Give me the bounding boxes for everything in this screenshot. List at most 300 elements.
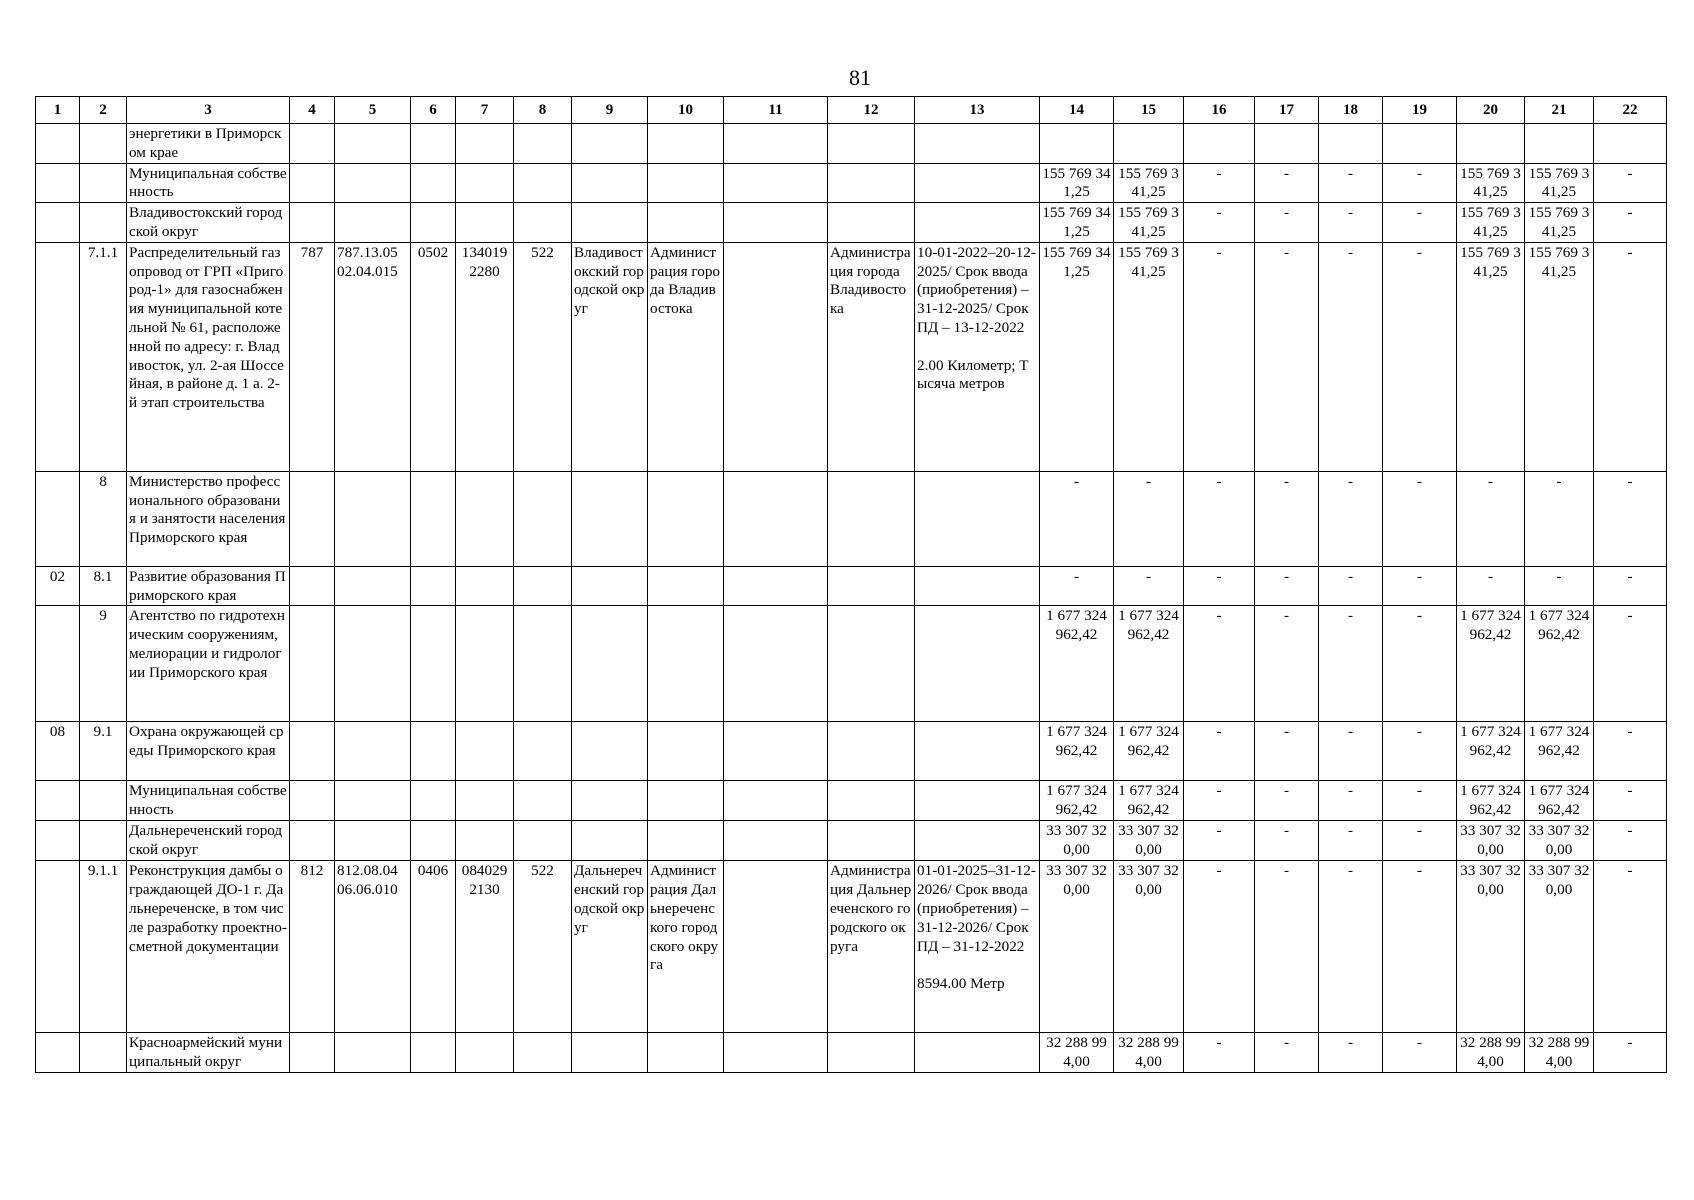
page-number: 81	[849, 65, 871, 90]
table-cell-col-9	[572, 203, 648, 243]
table-cell-col-9: Дальнереченский городской округ	[572, 861, 648, 1033]
table-cell-col-16: -	[1184, 566, 1255, 606]
table-cell-col-15: 32 288 994,00	[1114, 1033, 1184, 1073]
table-cell-col-7: 084029 2130	[456, 861, 514, 1033]
table-cell-col-14: -	[1040, 471, 1114, 566]
column-header: 1	[36, 97, 80, 124]
table-cell-col-2: 9.1.1	[80, 861, 127, 1033]
table-cell-col-19	[1383, 124, 1457, 164]
table-cell-col-11	[724, 1033, 828, 1073]
table-cell-col-21: 155 769 341,25	[1525, 163, 1594, 203]
table-cell-col-3: Муниципальная собственность	[127, 781, 290, 821]
table-cell-col-16: -	[1184, 606, 1255, 722]
table-cell-col-10	[648, 1033, 724, 1073]
table-cell-col-8	[514, 821, 572, 861]
column-header: 11	[724, 97, 828, 124]
table-cell-col-2: 8	[80, 471, 127, 566]
table-cell-col-18: -	[1319, 1033, 1383, 1073]
table-cell-col-3: Реконструкция дамбы ограждающей ДО-1 г. Дальнереченске, в том числе разработку проектно-сметной документации	[127, 861, 290, 1033]
table-cell-col-14: 1 677 324 962,42	[1040, 781, 1114, 821]
table-cell-col-17: -	[1255, 606, 1319, 722]
table-cell-col-22: -	[1594, 781, 1667, 821]
table-cell-col-18: -	[1319, 861, 1383, 1033]
table-row	[36, 722, 1667, 781]
table-cell-col-3: энергетики в Приморском крае	[127, 124, 290, 164]
table-cell-col-11	[724, 242, 828, 471]
table-cell-col-20: 155 769 341,25	[1457, 242, 1525, 471]
table-cell-col-1	[36, 861, 80, 1033]
table-cell-col-22: -	[1594, 861, 1667, 1033]
table-cell-col-4	[290, 821, 335, 861]
table-cell-col-6	[411, 203, 456, 243]
table-cell-col-14: 155 769 341,25	[1040, 163, 1114, 203]
table-cell-col-9	[572, 471, 648, 566]
table-cell-col-19: -	[1383, 1033, 1457, 1073]
table-row	[36, 471, 1667, 566]
table-cell-col-20: 33 307 320,00	[1457, 861, 1525, 1033]
table-cell-col-3: Владивостокский городской округ	[127, 203, 290, 243]
table-cell-col-5	[335, 722, 411, 781]
table-cell-col-11	[724, 722, 828, 781]
table-cell-col-11	[724, 471, 828, 566]
table-cell-col-7: 134019 2280	[456, 242, 514, 471]
table-cell-col-21: 1 677 324 962,42	[1525, 606, 1594, 722]
table-cell-col-6	[411, 781, 456, 821]
table-cell-col-17: -	[1255, 781, 1319, 821]
table-cell-col-10	[648, 566, 724, 606]
table-cell-col-16	[1184, 124, 1255, 164]
table-cell-col-17: -	[1255, 821, 1319, 861]
table-row	[36, 203, 1667, 243]
table-cell-col-18: -	[1319, 722, 1383, 781]
table-cell-col-12	[828, 1033, 915, 1073]
table-cell-col-2	[80, 203, 127, 243]
table-cell-col-8: 522	[514, 242, 572, 471]
table-cell-col-10	[648, 722, 724, 781]
table-cell-col-19: -	[1383, 163, 1457, 203]
table-cell-col-13	[915, 821, 1040, 861]
table-cell-col-19: -	[1383, 471, 1457, 566]
table-cell-col-16: -	[1184, 1033, 1255, 1073]
table-cell-col-3: Министерство профессионального образования и занятости населения Приморского края	[127, 471, 290, 566]
table-cell-col-3: Распределительный газопровод от ГРП «Пригород-1» для газоснабжения муниципальной котельной № 61, расположенной по адресу: г. Владивосток, ул. 2-ая Шоссейная, в районе д. 1 а. 2-й этап строительства	[127, 242, 290, 471]
table-cell-col-11	[724, 203, 828, 243]
table-cell-col-17: -	[1255, 566, 1319, 606]
table-cell-col-7	[456, 471, 514, 566]
table-cell-col-20: -	[1457, 471, 1525, 566]
table-cell-col-18: -	[1319, 242, 1383, 471]
column-header: 14	[1040, 97, 1114, 124]
table-cell-col-6	[411, 124, 456, 164]
table-cell-col-10	[648, 163, 724, 203]
table-cell-col-19: -	[1383, 781, 1457, 821]
table-cell-col-20: 1 677 324 962,42	[1457, 781, 1525, 821]
table-cell-col-11	[724, 861, 828, 1033]
column-header: 15	[1114, 97, 1184, 124]
column-header: 16	[1184, 97, 1255, 124]
table-cell-col-13	[915, 124, 1040, 164]
table-cell-col-4	[290, 124, 335, 164]
table-cell-col-9	[572, 606, 648, 722]
table-cell-col-20: 1 677 324 962,42	[1457, 606, 1525, 722]
table-cell-col-11	[724, 566, 828, 606]
table-cell-col-16: -	[1184, 242, 1255, 471]
table-cell-col-7	[456, 124, 514, 164]
table-cell-col-21: 33 307 320,00	[1525, 861, 1594, 1033]
table-cell-col-8	[514, 124, 572, 164]
table-cell-col-13	[915, 781, 1040, 821]
table-cell-col-12	[828, 471, 915, 566]
table-cell-col-13	[915, 566, 1040, 606]
table-cell-col-18: -	[1319, 781, 1383, 821]
table-cell-col-15: 33 307 320,00	[1114, 861, 1184, 1033]
table-cell-col-1	[36, 781, 80, 821]
table-cell-col-14: 33 307 320,00	[1040, 861, 1114, 1033]
column-header: 17	[1255, 97, 1319, 124]
table-cell-col-18: -	[1319, 606, 1383, 722]
table-cell-col-1	[36, 1033, 80, 1073]
table-cell-col-18: -	[1319, 471, 1383, 566]
table-cell-col-12	[828, 821, 915, 861]
column-header: 22	[1594, 97, 1667, 124]
column-header: 2	[80, 97, 127, 124]
table-cell-col-8	[514, 722, 572, 781]
table-cell-col-20: 1 677 324 962,42	[1457, 722, 1525, 781]
table-cell-col-8	[514, 163, 572, 203]
table-cell-col-9	[572, 1033, 648, 1073]
table-cell-col-6	[411, 471, 456, 566]
table-cell-col-18	[1319, 124, 1383, 164]
table-cell-col-15: 155 769 341,25	[1114, 242, 1184, 471]
table-row	[36, 242, 1667, 471]
table-cell-col-15: 155 769 341,25	[1114, 203, 1184, 243]
table-cell-col-13	[915, 606, 1040, 722]
table-cell-col-11	[724, 606, 828, 722]
table-cell-col-9	[572, 821, 648, 861]
table-cell-col-16: -	[1184, 781, 1255, 821]
table-cell-col-15: 1 677 324 962,42	[1114, 781, 1184, 821]
table-cell-col-16: -	[1184, 821, 1255, 861]
table-cell-col-7	[456, 781, 514, 821]
table-cell-col-10	[648, 781, 724, 821]
table-cell-col-10	[648, 606, 724, 722]
table-cell-col-17: -	[1255, 242, 1319, 471]
table-cell-col-8: 522	[514, 861, 572, 1033]
table-cell-col-18: -	[1319, 163, 1383, 203]
table-cell-col-9	[572, 163, 648, 203]
table-cell-col-7	[456, 1033, 514, 1073]
table-cell-col-17: -	[1255, 471, 1319, 566]
table-cell-col-9: Владивостокский городской округ	[572, 242, 648, 471]
table-cell-col-6	[411, 722, 456, 781]
table-cell-col-4: 812	[290, 861, 335, 1033]
table-cell-col-22: -	[1594, 566, 1667, 606]
table-cell-col-15	[1114, 124, 1184, 164]
table-cell-col-1	[36, 163, 80, 203]
table-cell-col-2	[80, 1033, 127, 1073]
table-cell-col-20: 155 769 341,25	[1457, 203, 1525, 243]
table-cell-col-6	[411, 606, 456, 722]
column-header: 6	[411, 97, 456, 124]
table-cell-col-12: Администрация города Владивостока	[828, 242, 915, 471]
table-cell-col-21: 155 769 341,25	[1525, 242, 1594, 471]
table-cell-col-1	[36, 242, 80, 471]
table-cell-col-3: Дальнереченский городской округ	[127, 821, 290, 861]
table-cell-col-15: 155 769 341,25	[1114, 163, 1184, 203]
table-cell-col-10	[648, 203, 724, 243]
table-cell-col-7	[456, 203, 514, 243]
table-cell-col-8	[514, 566, 572, 606]
table-cell-col-19: -	[1383, 722, 1457, 781]
table-cell-col-8	[514, 781, 572, 821]
table-cell-col-9	[572, 781, 648, 821]
table-cell-col-17: -	[1255, 203, 1319, 243]
column-header: 4	[290, 97, 335, 124]
table-cell-col-9	[572, 566, 648, 606]
column-header: 19	[1383, 97, 1457, 124]
table-cell-col-22: -	[1594, 821, 1667, 861]
table-cell-col-21: 1 677 324 962,42	[1525, 781, 1594, 821]
table-cell-col-4	[290, 163, 335, 203]
table-cell-col-6: 0406	[411, 861, 456, 1033]
table-cell-col-4	[290, 1033, 335, 1073]
table-cell-col-2: 9.1	[80, 722, 127, 781]
table-cell-col-14: 1 677 324 962,42	[1040, 606, 1114, 722]
table-cell-col-12	[828, 124, 915, 164]
table-cell-col-13	[915, 203, 1040, 243]
table-cell-col-4	[290, 471, 335, 566]
table-cell-col-6	[411, 163, 456, 203]
table-cell-col-11	[724, 124, 828, 164]
table-cell-col-10	[648, 124, 724, 164]
table-row	[36, 606, 1667, 722]
table-row	[36, 861, 1667, 1033]
table-cell-col-12: Администрация Дальнереченского городского округа	[828, 861, 915, 1033]
table-cell-col-5	[335, 203, 411, 243]
table-cell-col-5: 812.08.04 06.06.010	[335, 861, 411, 1033]
table-cell-col-13	[915, 163, 1040, 203]
table-cell-col-2: 7.1.1	[80, 242, 127, 471]
table-cell-col-21	[1525, 124, 1594, 164]
column-header: 9	[572, 97, 648, 124]
budget-table	[35, 96, 1667, 1073]
table-cell-col-14	[1040, 124, 1114, 164]
table-cell-col-7	[456, 566, 514, 606]
table-cell-col-13	[915, 471, 1040, 566]
table-cell-col-7	[456, 722, 514, 781]
table-cell-col-10: Администрация города Владивостока	[648, 242, 724, 471]
table-cell-col-4: 787	[290, 242, 335, 471]
table-cell-col-1	[36, 203, 80, 243]
table-cell-col-13	[915, 1033, 1040, 1073]
table-cell-col-19: -	[1383, 821, 1457, 861]
table-cell-col-15: 1 677 324 962,42	[1114, 722, 1184, 781]
table-cell-col-4	[290, 781, 335, 821]
table-cell-col-15: 33 307 320,00	[1114, 821, 1184, 861]
column-header: 20	[1457, 97, 1525, 124]
table-cell-col-22: -	[1594, 242, 1667, 471]
table-cell-col-13	[915, 722, 1040, 781]
table-cell-col-20: -	[1457, 566, 1525, 606]
table-cell-col-22	[1594, 124, 1667, 164]
table-cell-col-3: Агентство по гидротехническим сооружениям, мелиорации и гидрологии Приморского края	[127, 606, 290, 722]
table-cell-col-2: 9	[80, 606, 127, 722]
table-row	[36, 1033, 1667, 1073]
table-cell-col-22: -	[1594, 1033, 1667, 1073]
table-cell-col-16: -	[1184, 722, 1255, 781]
table-row	[36, 821, 1667, 861]
table-cell-col-18: -	[1319, 821, 1383, 861]
table-cell-col-5	[335, 566, 411, 606]
table-cell-col-20: 32 288 994,00	[1457, 1033, 1525, 1073]
table-cell-col-19: -	[1383, 606, 1457, 722]
table-cell-col-5	[335, 124, 411, 164]
table-cell-col-9	[572, 124, 648, 164]
table-cell-col-1: 02	[36, 566, 80, 606]
table-cell-col-8	[514, 471, 572, 566]
table-cell-col-21: 32 288 994,00	[1525, 1033, 1594, 1073]
column-header: 18	[1319, 97, 1383, 124]
table-cell-col-14: -	[1040, 566, 1114, 606]
table-cell-col-14: 1 677 324 962,42	[1040, 722, 1114, 781]
table-cell-col-5	[335, 1033, 411, 1073]
table-cell-col-6	[411, 566, 456, 606]
column-header: 13	[915, 97, 1040, 124]
table-cell-col-21: 155 769 341,25	[1525, 203, 1594, 243]
column-header: 12	[828, 97, 915, 124]
table-cell-col-10	[648, 471, 724, 566]
table-cell-col-17: -	[1255, 1033, 1319, 1073]
table-cell-col-4	[290, 606, 335, 722]
table-cell-col-5: 787.13.05 02.04.015	[335, 242, 411, 471]
table-cell-col-17	[1255, 124, 1319, 164]
column-header: 21	[1525, 97, 1594, 124]
table-cell-col-10	[648, 821, 724, 861]
column-header: 7	[456, 97, 514, 124]
table-cell-col-17: -	[1255, 163, 1319, 203]
table-cell-col-1: 08	[36, 722, 80, 781]
table-cell-col-5	[335, 781, 411, 821]
table-cell-col-2: 8.1	[80, 566, 127, 606]
table-cell-col-7	[456, 606, 514, 722]
table-cell-col-16: -	[1184, 163, 1255, 203]
table-cell-col-13: 01-01-2025–31-12-2026/ Срок ввода (приобретения) – 31-12-2026/ Срок ПД – 31-12-2022 8594.00 Метр	[915, 861, 1040, 1033]
table-cell-col-2	[80, 781, 127, 821]
table-row	[36, 781, 1667, 821]
table-cell-col-19: -	[1383, 242, 1457, 471]
table-cell-col-12	[828, 606, 915, 722]
table-cell-col-1	[36, 606, 80, 722]
table-cell-col-14: 33 307 320,00	[1040, 821, 1114, 861]
table-cell-col-16: -	[1184, 203, 1255, 243]
table-cell-col-15: -	[1114, 566, 1184, 606]
table-cell-col-14: 155 769 341,25	[1040, 242, 1114, 471]
table-cell-col-17: -	[1255, 722, 1319, 781]
table-cell-col-2	[80, 124, 127, 164]
table-cell-col-3: Муниципальная собственность	[127, 163, 290, 203]
table-cell-col-5	[335, 606, 411, 722]
table-row	[36, 566, 1667, 606]
table-cell-col-4	[290, 722, 335, 781]
table-cell-col-9	[572, 722, 648, 781]
table-cell-col-12	[828, 203, 915, 243]
table-cell-col-2	[80, 821, 127, 861]
table-cell-col-18: -	[1319, 203, 1383, 243]
table-cell-col-22: -	[1594, 471, 1667, 566]
table-cell-col-21: 1 677 324 962,42	[1525, 722, 1594, 781]
table-cell-col-10: Администрация Дальнереченского городского округа	[648, 861, 724, 1033]
table-cell-col-20: 155 769 341,25	[1457, 163, 1525, 203]
table-cell-col-20	[1457, 124, 1525, 164]
table-cell-col-4	[290, 566, 335, 606]
table-cell-col-22: -	[1594, 163, 1667, 203]
table-cell-col-6: 0502	[411, 242, 456, 471]
table-cell-col-1	[36, 821, 80, 861]
column-header: 8	[514, 97, 572, 124]
table-cell-col-8	[514, 606, 572, 722]
table-cell-col-14: 155 769 341,25	[1040, 203, 1114, 243]
table-cell-col-5	[335, 471, 411, 566]
table-cell-col-13: 10-01-2022–20-12-2025/ Срок ввода (приобретения) – 31-12-2025/ Срок ПД – 13-12-2022 2.00 Километр; Тысяча метров	[915, 242, 1040, 471]
table-cell-col-4	[290, 203, 335, 243]
table-cell-col-19: -	[1383, 203, 1457, 243]
table-cell-col-5	[335, 821, 411, 861]
table-cell-col-20: 33 307 320,00	[1457, 821, 1525, 861]
table-cell-col-22: -	[1594, 722, 1667, 781]
table-cell-col-8	[514, 203, 572, 243]
table-cell-col-15: -	[1114, 471, 1184, 566]
table-cell-col-21: -	[1525, 471, 1594, 566]
table-cell-col-17: -	[1255, 861, 1319, 1033]
table-cell-col-11	[724, 163, 828, 203]
header-row	[36, 97, 1667, 124]
table-cell-col-15: 1 677 324 962,42	[1114, 606, 1184, 722]
table-cell-col-12	[828, 566, 915, 606]
table-cell-col-1	[36, 471, 80, 566]
table-cell-col-3: Красноармейский муниципальный округ	[127, 1033, 290, 1073]
table-cell-col-19: -	[1383, 861, 1457, 1033]
table-cell-col-11	[724, 821, 828, 861]
table-cell-col-21: 33 307 320,00	[1525, 821, 1594, 861]
table-cell-col-22: -	[1594, 606, 1667, 722]
table-cell-col-7	[456, 821, 514, 861]
column-header: 3	[127, 97, 290, 124]
table-cell-col-1	[36, 124, 80, 164]
table-cell-col-8	[514, 1033, 572, 1073]
table-cell-col-12	[828, 781, 915, 821]
table-row	[36, 163, 1667, 203]
table-row	[36, 124, 1667, 164]
table-cell-col-6	[411, 1033, 456, 1073]
table-cell-col-3: Развитие образования Приморского края	[127, 566, 290, 606]
table-cell-col-21: -	[1525, 566, 1594, 606]
column-header: 5	[335, 97, 411, 124]
table-cell-col-6	[411, 821, 456, 861]
table-cell-col-16: -	[1184, 471, 1255, 566]
table-cell-col-18: -	[1319, 566, 1383, 606]
table-cell-col-14: 32 288 994,00	[1040, 1033, 1114, 1073]
table-cell-col-5	[335, 163, 411, 203]
table-cell-col-3: Охрана окружающей среды Приморского края	[127, 722, 290, 781]
table-cell-col-12	[828, 722, 915, 781]
table-cell-col-12	[828, 163, 915, 203]
table-cell-col-7	[456, 163, 514, 203]
table-cell-col-22: -	[1594, 203, 1667, 243]
table-cell-col-11	[724, 781, 828, 821]
table-cell-col-19: -	[1383, 566, 1457, 606]
table-cell-col-16: -	[1184, 861, 1255, 1033]
table-cell-col-2	[80, 163, 127, 203]
